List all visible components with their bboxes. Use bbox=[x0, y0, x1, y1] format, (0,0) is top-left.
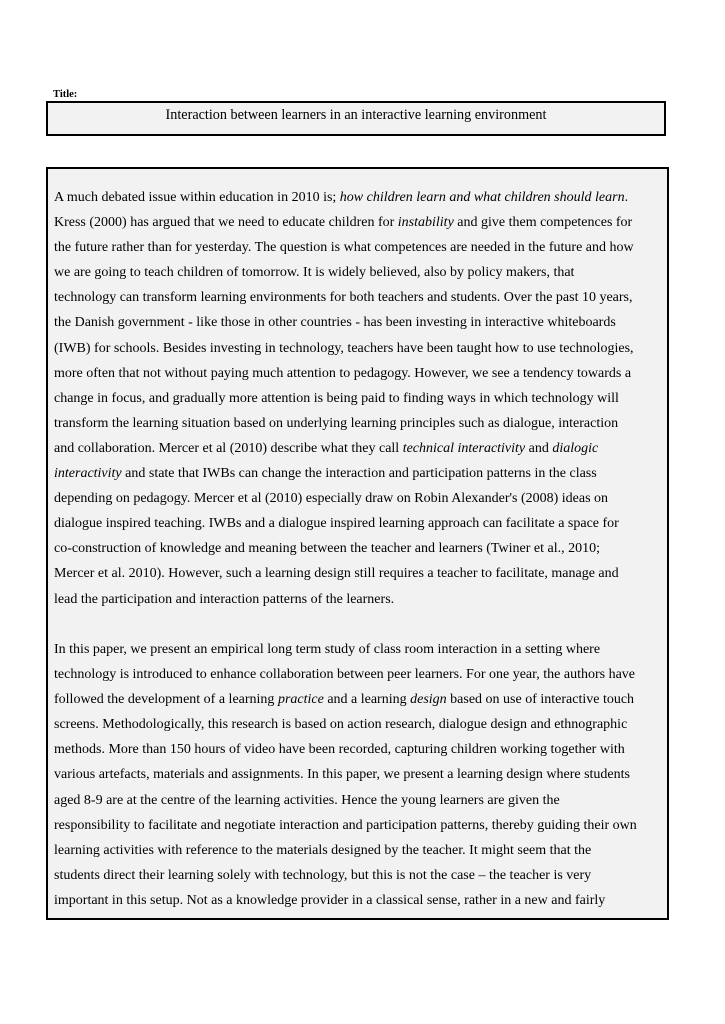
abstract-paragraph-1 bbox=[54, 185, 666, 612]
text-segment: co-construction of knowledge and meaning between the teacher and learners (Twiner et al., 2010; bbox=[54, 541, 600, 557]
text-segment: we are going to teach children of tomorrow. It is widely believed, also by policy makers, that bbox=[54, 265, 575, 281]
text-segment: technology can transform learning environments for both teachers and students. Over the past 10 years, bbox=[54, 290, 633, 306]
text-line bbox=[54, 486, 666, 511]
text-line bbox=[54, 336, 666, 361]
text-segment: Mercer et al. 2010). However, such a learning design still requires a teacher to facilitate, manage and bbox=[54, 566, 619, 582]
text-segment: and a learning bbox=[323, 692, 411, 708]
text-segment: and state that IWBs can change the interaction and participation patterns in the class bbox=[121, 466, 597, 482]
text-line bbox=[54, 260, 666, 285]
text-line bbox=[54, 361, 666, 386]
text-line bbox=[54, 712, 666, 737]
abstract-paragraph-2 bbox=[54, 637, 666, 913]
text-segment: technology is introduced to enhance collaboration between peer learners. For one year, the authors have bbox=[54, 667, 635, 683]
title-label: Title: bbox=[53, 89, 78, 100]
text-line bbox=[54, 285, 666, 310]
text-segment: transform the learning situation based on underlying learning principles such as dialogue, interaction bbox=[54, 415, 619, 431]
text-segment: . bbox=[624, 190, 629, 205]
text-segment: the future rather than for yesterday. The question is what competences are needed in the future and how bbox=[54, 240, 634, 256]
text-segment: Kress (2000) has argued that we need to educate children for bbox=[54, 215, 398, 231]
italic-text-segment: practice bbox=[277, 692, 324, 708]
text-segment: lead the participation and interaction patterns of the learners. bbox=[54, 591, 395, 607]
text-segment: dialogue inspired teaching. IWBs and a dialogue inspired learning approach can facilitate a space for bbox=[54, 516, 619, 532]
text-segment: methods. More than 150 hours of video have been recorded, capturing children working together with bbox=[54, 742, 625, 758]
text-segment: screens. Methodologically, this research is based on action research, dialogue design and ethnographic bbox=[54, 717, 628, 733]
text-line bbox=[54, 888, 666, 913]
text-line bbox=[54, 310, 666, 335]
italic-text-segment: dialogic bbox=[552, 440, 599, 456]
text-line bbox=[54, 838, 666, 863]
text-segment: more often that not without paying much attention to pedagogy. However, we see a tendency towards a bbox=[54, 365, 632, 381]
text-segment: important in this setup. Not as a knowledge provider in a classical sense, rather in a new and fairly bbox=[54, 892, 606, 908]
text-line bbox=[54, 788, 666, 813]
text-segment: various artefacts, materials and assignments. In this paper, we present a learning design where students bbox=[54, 767, 630, 783]
text-segment: and collaboration. Mercer et al (2010) describe what they call bbox=[54, 440, 403, 456]
text-segment: and bbox=[525, 440, 553, 456]
text-line bbox=[54, 587, 666, 612]
text-line bbox=[54, 536, 666, 561]
italic-text-segment: technical interactivity bbox=[402, 440, 526, 456]
text-segment: aged 8-9 are at the centre of the learning activities. Hence the young learners are given the bbox=[54, 792, 560, 808]
text-line bbox=[54, 737, 666, 762]
text-line bbox=[54, 511, 666, 536]
text-segment: In this paper, we present an empirical long term study of class room interaction in a setting where bbox=[54, 642, 601, 657]
text-segment: based on use of interactive touch bbox=[446, 692, 635, 708]
text-line bbox=[54, 461, 666, 486]
text-segment: followed the development of a learning bbox=[54, 692, 278, 708]
text-segment: students direct their learning solely with technology, but this is not the case – the teacher is very bbox=[54, 867, 592, 883]
italic-text-segment: interactivity bbox=[54, 466, 122, 482]
text-line bbox=[54, 637, 666, 662]
text-segment: and give them competences for bbox=[453, 215, 633, 231]
italic-text-segment: how children learn and what children should learn bbox=[339, 190, 625, 205]
text-line bbox=[54, 762, 666, 787]
document-title: Interaction between learners in an interactive learning environment bbox=[165, 107, 547, 123]
text-line bbox=[54, 687, 666, 712]
text-segment: (IWB) for schools. Besides investing in technology, teachers have been taught how to use technologies, bbox=[54, 340, 634, 356]
text-line bbox=[54, 235, 666, 260]
text-line bbox=[54, 863, 666, 888]
title-box bbox=[46, 101, 666, 136]
text-segment: the Danish government - like those in other countries - has been investing in interactive whiteboards bbox=[54, 315, 616, 331]
text-segment: learning activities with reference to the materials designed by the teacher. It might seem that the bbox=[54, 842, 592, 858]
text-line bbox=[54, 185, 666, 210]
text-segment: change in focus, and gradually more attention is being paid to finding ways in which technology will bbox=[54, 390, 619, 406]
italic-text-segment: instability bbox=[397, 215, 454, 231]
text-line bbox=[54, 210, 666, 235]
text-line bbox=[54, 436, 666, 461]
text-segment: depending on pedagogy. Mercer et al (2010) especially draw on Robin Alexander's (2008) ideas on bbox=[54, 491, 609, 507]
text-line bbox=[54, 662, 666, 687]
text-line bbox=[54, 561, 666, 586]
text-segment: A much debated issue within education in 2010 is; bbox=[54, 190, 340, 205]
italic-text-segment: design bbox=[410, 692, 447, 708]
abstract-box bbox=[46, 167, 669, 920]
text-line bbox=[54, 386, 666, 411]
text-line bbox=[54, 411, 666, 436]
text-segment: responsibility to facilitate and negotiate interaction and participation patterns, thereby guiding their own bbox=[54, 817, 637, 833]
text-line bbox=[54, 813, 666, 838]
